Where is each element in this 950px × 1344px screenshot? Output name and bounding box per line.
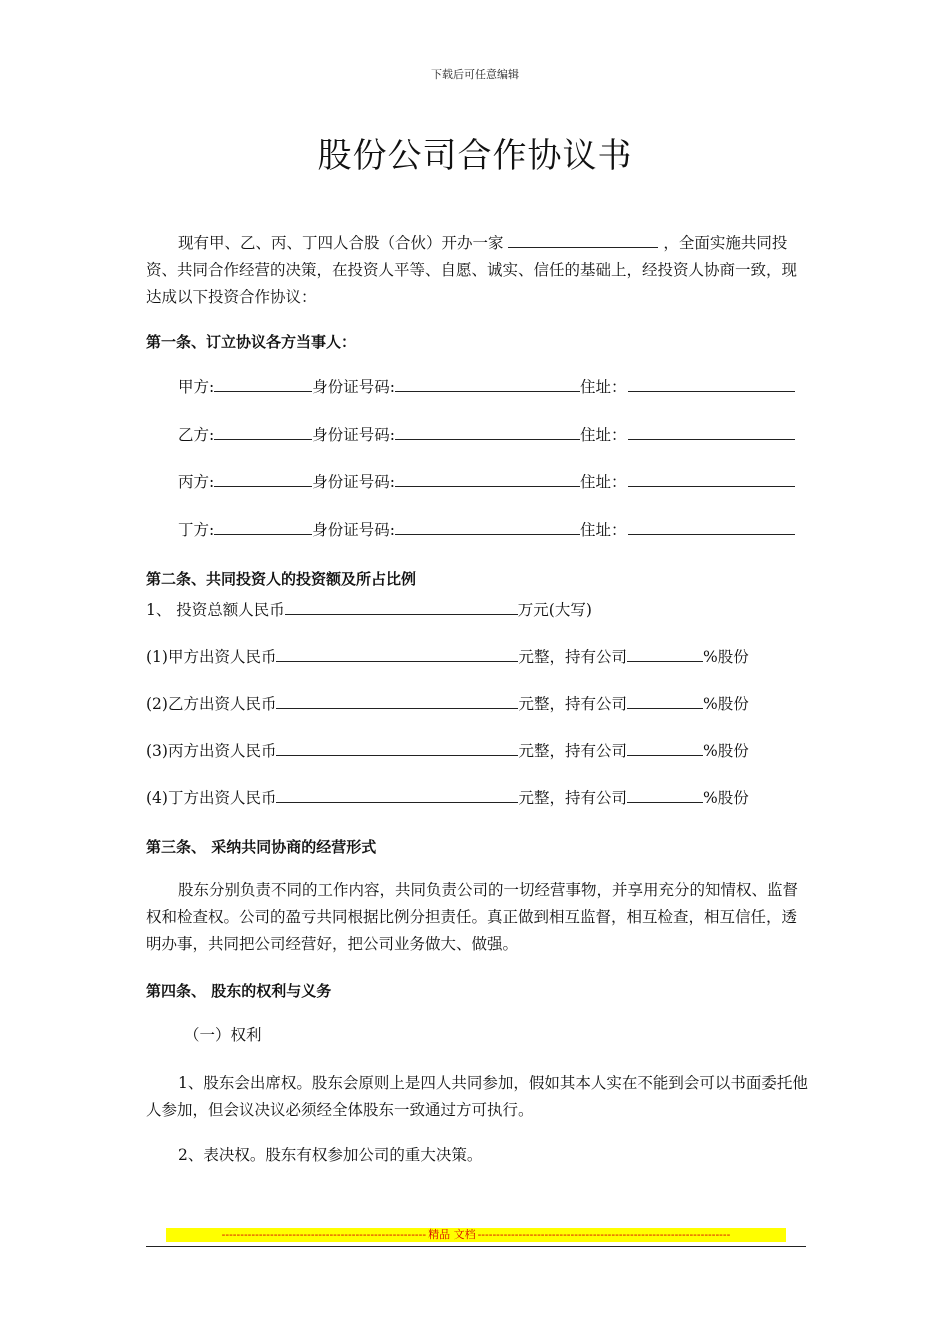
footer-banner [166,1228,786,1242]
id-number-blank [395,470,580,487]
address-label: 住址： [579,378,627,396]
contribution-row [146,645,749,669]
party-row [178,518,795,542]
article2-heading: 第二条、共同投资人的投资额及所占比例 [146,570,417,588]
party-label: 丁方: [178,521,215,539]
address-label: 住址： [579,473,627,491]
footer-dashes-right: -------------------------------------------------------------------- [477,1228,731,1241]
amount-suffix: 元整，持有公司 [518,742,627,760]
amount-blank [276,739,518,756]
share-blank [627,739,703,756]
contributor-label: (2)乙方出资人民币 [146,695,277,713]
article3-heading: 第三条、 采纳共同协商的经营形式 [146,838,377,856]
party-row [178,423,795,447]
share-blank [627,645,703,662]
party-row [178,375,795,399]
address-blank [628,518,795,535]
amount-blank [276,692,518,709]
contribution-row [146,692,749,716]
article1-heading: 第一条、订立协议各方当事人： [146,333,357,351]
share-blank [627,786,703,803]
contributor-label: (3)丙方出资人民币 [146,742,277,760]
party-name-blank [214,470,312,487]
id-number-blank [395,518,580,535]
footer-divider [146,1246,806,1247]
intro-paragraph [146,230,808,311]
contribution-row [146,786,749,810]
rights-item-2: 2、表决权。股东有权参加公司的重大决策。 [178,1146,483,1164]
id-label: 身份证号码: [312,426,395,444]
share-suffix: %股份 [702,695,749,713]
party-name-blank [214,518,312,535]
party-name-blank [214,375,312,392]
address-blank [628,423,795,440]
header-note: 下载后可任意编辑 [431,68,519,81]
id-label: 身份证号码: [312,378,395,396]
total-investment-row [146,598,592,622]
share-blank [627,692,703,709]
amount-blank [276,645,518,662]
share-suffix: %股份 [702,789,749,807]
rights-item-1: 1、股东会出席权。股东会原则上是四人共同参加，假如其本人实在不能到会可以书面委托他人参加，但会议决议必须经全体股东一致通过方可执行。 [146,1074,808,1119]
article4-heading: 第四条、 股东的权利与义务 [146,982,332,1000]
id-number-blank [395,375,580,392]
footer-label: 精品 文档 [428,1228,476,1241]
article3-body: 股东分别负责不同的工作内容，共同负责公司的一切经营事物，并享用充分的知情权、监督权和检查权。公司的盈亏共同根据比例分担责任。真正做到相互监督，相互检查，相互信任，透明办事，共同把公司经营好，把公司业务做大、做强。 [146,881,799,953]
footer-dashes-left: ------------------------------------------------------- [221,1228,427,1241]
id-label: 身份证号码: [312,473,395,491]
total-amount-blank [285,598,518,615]
contributor-label: (4)丁方出资人民币 [146,789,277,807]
total-investment-unit: 万元(大写) [517,601,592,619]
amount-suffix: 元整，持有公司 [518,695,627,713]
contributor-label: (1)甲方出资人民币 [146,648,277,666]
intro-text-1: 现有甲、乙、丙、丁四人合股（合伙）开办一家 [178,234,504,252]
total-investment-label: 1、 投资总额人民币 [146,601,285,619]
party-name-blank [214,423,312,440]
intro-text-2: ，全面实施共同投资、共同合作经营的决策，在投资人平等、自愿、诚实、信任的基础上，经投资人协商一致，现达成以下投资合作协议： [146,234,798,306]
address-blank [628,375,795,392]
rights-subheading: （一）权利 [184,1026,262,1044]
amount-blank [276,786,518,803]
contribution-row [146,739,749,763]
company-name-blank [508,231,658,248]
id-number-blank [395,423,580,440]
party-label: 乙方: [178,426,215,444]
party-label: 丙方: [178,473,215,491]
address-blank [628,470,795,487]
address-label: 住址： [579,521,627,539]
address-label: 住址： [579,426,627,444]
share-suffix: %股份 [702,742,749,760]
party-row [178,470,795,494]
party-label: 甲方: [178,378,215,396]
amount-suffix: 元整，持有公司 [518,789,627,807]
share-suffix: %股份 [702,648,749,666]
document-title: 股份公司合作协议书 [317,136,633,176]
amount-suffix: 元整，持有公司 [518,648,627,666]
id-label: 身份证号码: [312,521,395,539]
